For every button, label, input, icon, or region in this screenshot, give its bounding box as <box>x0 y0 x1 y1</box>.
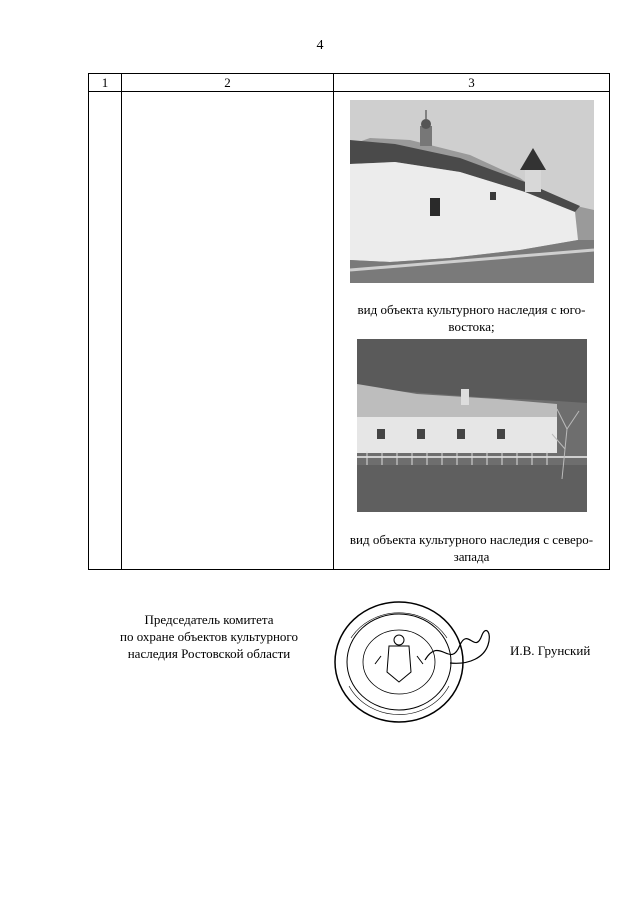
photo-northwest-view <box>357 339 587 512</box>
signatory-title-line-2: по охране объектов культурного <box>120 629 298 644</box>
column-header-3: 3 <box>334 74 610 92</box>
signatory-name: И.В. Грунский <box>510 643 591 658</box>
column-header-1: 1 <box>89 74 122 92</box>
table-row <box>89 92 610 570</box>
photo-southeast-view <box>350 100 594 283</box>
signatory-title-line-3: наследия Ростовской области <box>127 646 291 661</box>
monument-table <box>88 73 610 570</box>
cell-1 <box>89 92 122 570</box>
page-number: 4 <box>316 38 324 53</box>
cell-2 <box>122 92 334 570</box>
table-header-row <box>89 74 610 92</box>
photo-caption-northwest: вид объекта культурного наследия с северо-запада <box>349 532 594 564</box>
photo-caption-southeast: вид объекта культурного наследия с юго-востока; <box>357 302 586 334</box>
handwritten-signature <box>420 615 500 675</box>
signatory-title-line-1: Председатель комитета <box>144 612 274 627</box>
cell-3 <box>334 92 610 570</box>
column-header-2: 2 <box>122 74 334 92</box>
signatory-title <box>98 611 320 662</box>
